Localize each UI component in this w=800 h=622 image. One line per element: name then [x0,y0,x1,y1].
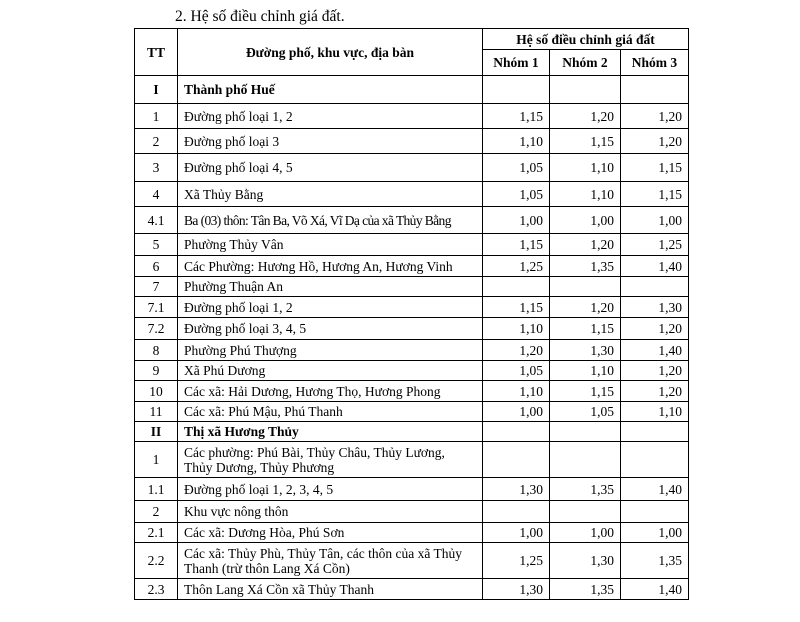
row-group-1-value: 1,15 [483,297,550,318]
table-row [135,478,689,501]
row-group-3-value: 1,20 [621,381,689,402]
row-group-2-value: 1,10 [550,182,621,207]
row-tt: II [135,422,178,442]
table-row [135,234,689,256]
row-group-2-value: 1,15 [550,318,621,340]
row-location: Xã Thủy Bằng [178,182,483,207]
row-location: Thị xã Hương Thủy [178,422,483,442]
table-row [135,182,689,207]
row-location: Xã Phú Dương [178,361,483,381]
row-group-1-value: 1,10 [483,129,550,154]
row-group-3-value: 1,40 [621,256,689,277]
row-group-2-value: 1,35 [550,256,621,277]
row-group-1-value: 1,30 [483,579,550,600]
row-location: Đường phố loại 1, 2 [178,104,483,129]
header-location: Đường phố, khu vực, địa bàn [178,29,483,76]
row-group-1-value: 1,10 [483,318,550,340]
row-group-3-value: 1,15 [621,154,689,182]
row-group-2-value [550,277,621,297]
table-row [135,318,689,340]
row-tt: 6 [135,256,178,277]
row-group-2-value: 1,10 [550,361,621,381]
row-tt: 4.1 [135,207,178,234]
row-location: Đường phố loại 3, 4, 5 [178,318,483,340]
row-location: Các xã: Dương Hòa, Phú Sơn [178,523,483,543]
row-location: Đường phố loại 3 [178,129,483,154]
row-group-3-value: 1,30 [621,297,689,318]
row-location: Đường phố loại 1, 2, 3, 4, 5 [178,478,483,501]
row-group-1-value [483,501,550,523]
row-group-3-value: 1,35 [621,543,689,579]
row-group-1-value: 1,15 [483,234,550,256]
table-row [135,277,689,297]
table-body [135,76,689,600]
row-group-1-value: 1,25 [483,256,550,277]
header-group-2: Nhóm 2 [550,50,621,76]
row-group-3-value [621,277,689,297]
row-tt: 2.2 [135,543,178,579]
row-tt: 2 [135,129,178,154]
table-row [135,381,689,402]
row-group-3-value [621,442,689,478]
row-location: Các Phường: Hương Hồ, Hương An, Hương Vinh [178,256,483,277]
row-tt: 2.1 [135,523,178,543]
row-group-2-value: 1,10 [550,154,621,182]
table-row [135,256,689,277]
row-tt: 11 [135,402,178,422]
table-row [135,129,689,154]
row-group-1-value: 1,05 [483,182,550,207]
table-row [135,523,689,543]
table-row [135,422,689,442]
table-row [135,543,689,579]
row-group-2-value [550,422,621,442]
row-group-2-value: 1,20 [550,234,621,256]
row-group-3-value: 1,20 [621,129,689,154]
table-row [135,501,689,523]
table-row [135,442,689,478]
land-price-coefficient-table [134,28,689,600]
table-row [135,207,689,234]
row-group-1-value: 1,00 [483,523,550,543]
row-tt: 4 [135,182,178,207]
row-group-3-value: 1,15 [621,182,689,207]
header-group-3: Nhóm 3 [621,50,689,76]
table-row [135,579,689,600]
row-group-2-value: 1,00 [550,207,621,234]
table-row [135,154,689,182]
row-group-1-value: 1,00 [483,402,550,422]
row-group-1-value [483,277,550,297]
row-group-2-value: 1,35 [550,478,621,501]
table-row [135,402,689,422]
row-tt: 7.1 [135,297,178,318]
row-group-1-value [483,76,550,104]
table-row [135,297,689,318]
row-group-1-value: 1,15 [483,104,550,129]
row-group-2-value: 1,15 [550,129,621,154]
row-tt: 8 [135,340,178,361]
row-location: Các xã: Hải Dương, Hương Thọ, Hương Phong [178,381,483,402]
row-tt: 2.3 [135,579,178,600]
row-tt: 5 [135,234,178,256]
row-location: Phường Thuận An [178,277,483,297]
row-group-1-value: 1,30 [483,478,550,501]
row-group-3-value: 1,20 [621,361,689,381]
row-location: Khu vực nông thôn [178,501,483,523]
row-group-1-value [483,422,550,442]
row-group-1-value: 1,05 [483,154,550,182]
section-heading: 2. Hệ số điều chỉnh giá đất. [175,8,345,25]
row-group-3-value: 1,40 [621,478,689,501]
row-group-3-value: 1,20 [621,104,689,129]
row-group-2-value [550,76,621,104]
row-tt: 7.2 [135,318,178,340]
row-group-2-value: 1,20 [550,104,621,129]
row-group-1-value: 1,05 [483,361,550,381]
row-tt: 2 [135,501,178,523]
table-row [135,340,689,361]
row-group-3-value [621,422,689,442]
row-group-3-value: 1,00 [621,523,689,543]
table-row [135,361,689,381]
row-group-1-value: 1,10 [483,381,550,402]
row-group-2-value: 1,15 [550,381,621,402]
row-group-3-value: 1,40 [621,340,689,361]
row-group-2-value: 1,30 [550,543,621,579]
row-group-2-value [550,442,621,478]
row-location: Các phường: Phú Bài, Thủy Châu, Thủy Lương, Thủy Dương, Thủy Phương [178,442,483,478]
row-group-2-value: 1,05 [550,402,621,422]
row-group-3-value [621,501,689,523]
row-group-2-value [550,501,621,523]
row-location: Phường Phú Thượng [178,340,483,361]
row-group-2-value: 1,20 [550,297,621,318]
row-location: Đường phố loại 4, 5 [178,154,483,182]
row-location: Phường Thủy Vân [178,234,483,256]
row-group-1-value: 1,00 [483,207,550,234]
header-tt: TT [135,29,178,76]
row-tt: 10 [135,381,178,402]
row-tt: 1.1 [135,478,178,501]
row-group-1-value: 1,20 [483,340,550,361]
row-group-2-value: 1,35 [550,579,621,600]
row-tt: 1 [135,104,178,129]
row-group-1-value: 1,25 [483,543,550,579]
header-coefficient-group: Hệ số điều chỉnh giá đất [483,29,689,50]
table-row [135,104,689,129]
row-location: Các xã: Thủy Phù, Thủy Tân, các thôn của xã Thủy Thanh (trừ thôn Lang Xá Cồn) [178,543,483,579]
row-location: Thành phố Huế [178,76,483,104]
header-group-1: Nhóm 1 [483,50,550,76]
row-location: Đường phố loại 1, 2 [178,297,483,318]
row-group-3-value: 1,00 [621,207,689,234]
row-tt: 7 [135,277,178,297]
row-location: Các xã: Phú Mậu, Phú Thanh [178,402,483,422]
row-tt: I [135,76,178,104]
row-tt: 9 [135,361,178,381]
row-tt: 1 [135,442,178,478]
row-group-3-value: 1,20 [621,318,689,340]
row-group-3-value: 1,40 [621,579,689,600]
row-group-3-value: 1,25 [621,234,689,256]
row-group-3-value: 1,10 [621,402,689,422]
row-group-3-value [621,76,689,104]
row-group-2-value: 1,30 [550,340,621,361]
row-group-2-value: 1,00 [550,523,621,543]
row-group-1-value [483,442,550,478]
row-location: Ba (03) thôn: Tân Ba, Võ Xá, Vĩ Dạ của xã Thủy Bằng [178,207,483,234]
table-row [135,76,689,104]
row-location: Thôn Lang Xá Cồn xã Thủy Thanh [178,579,483,600]
row-tt: 3 [135,154,178,182]
